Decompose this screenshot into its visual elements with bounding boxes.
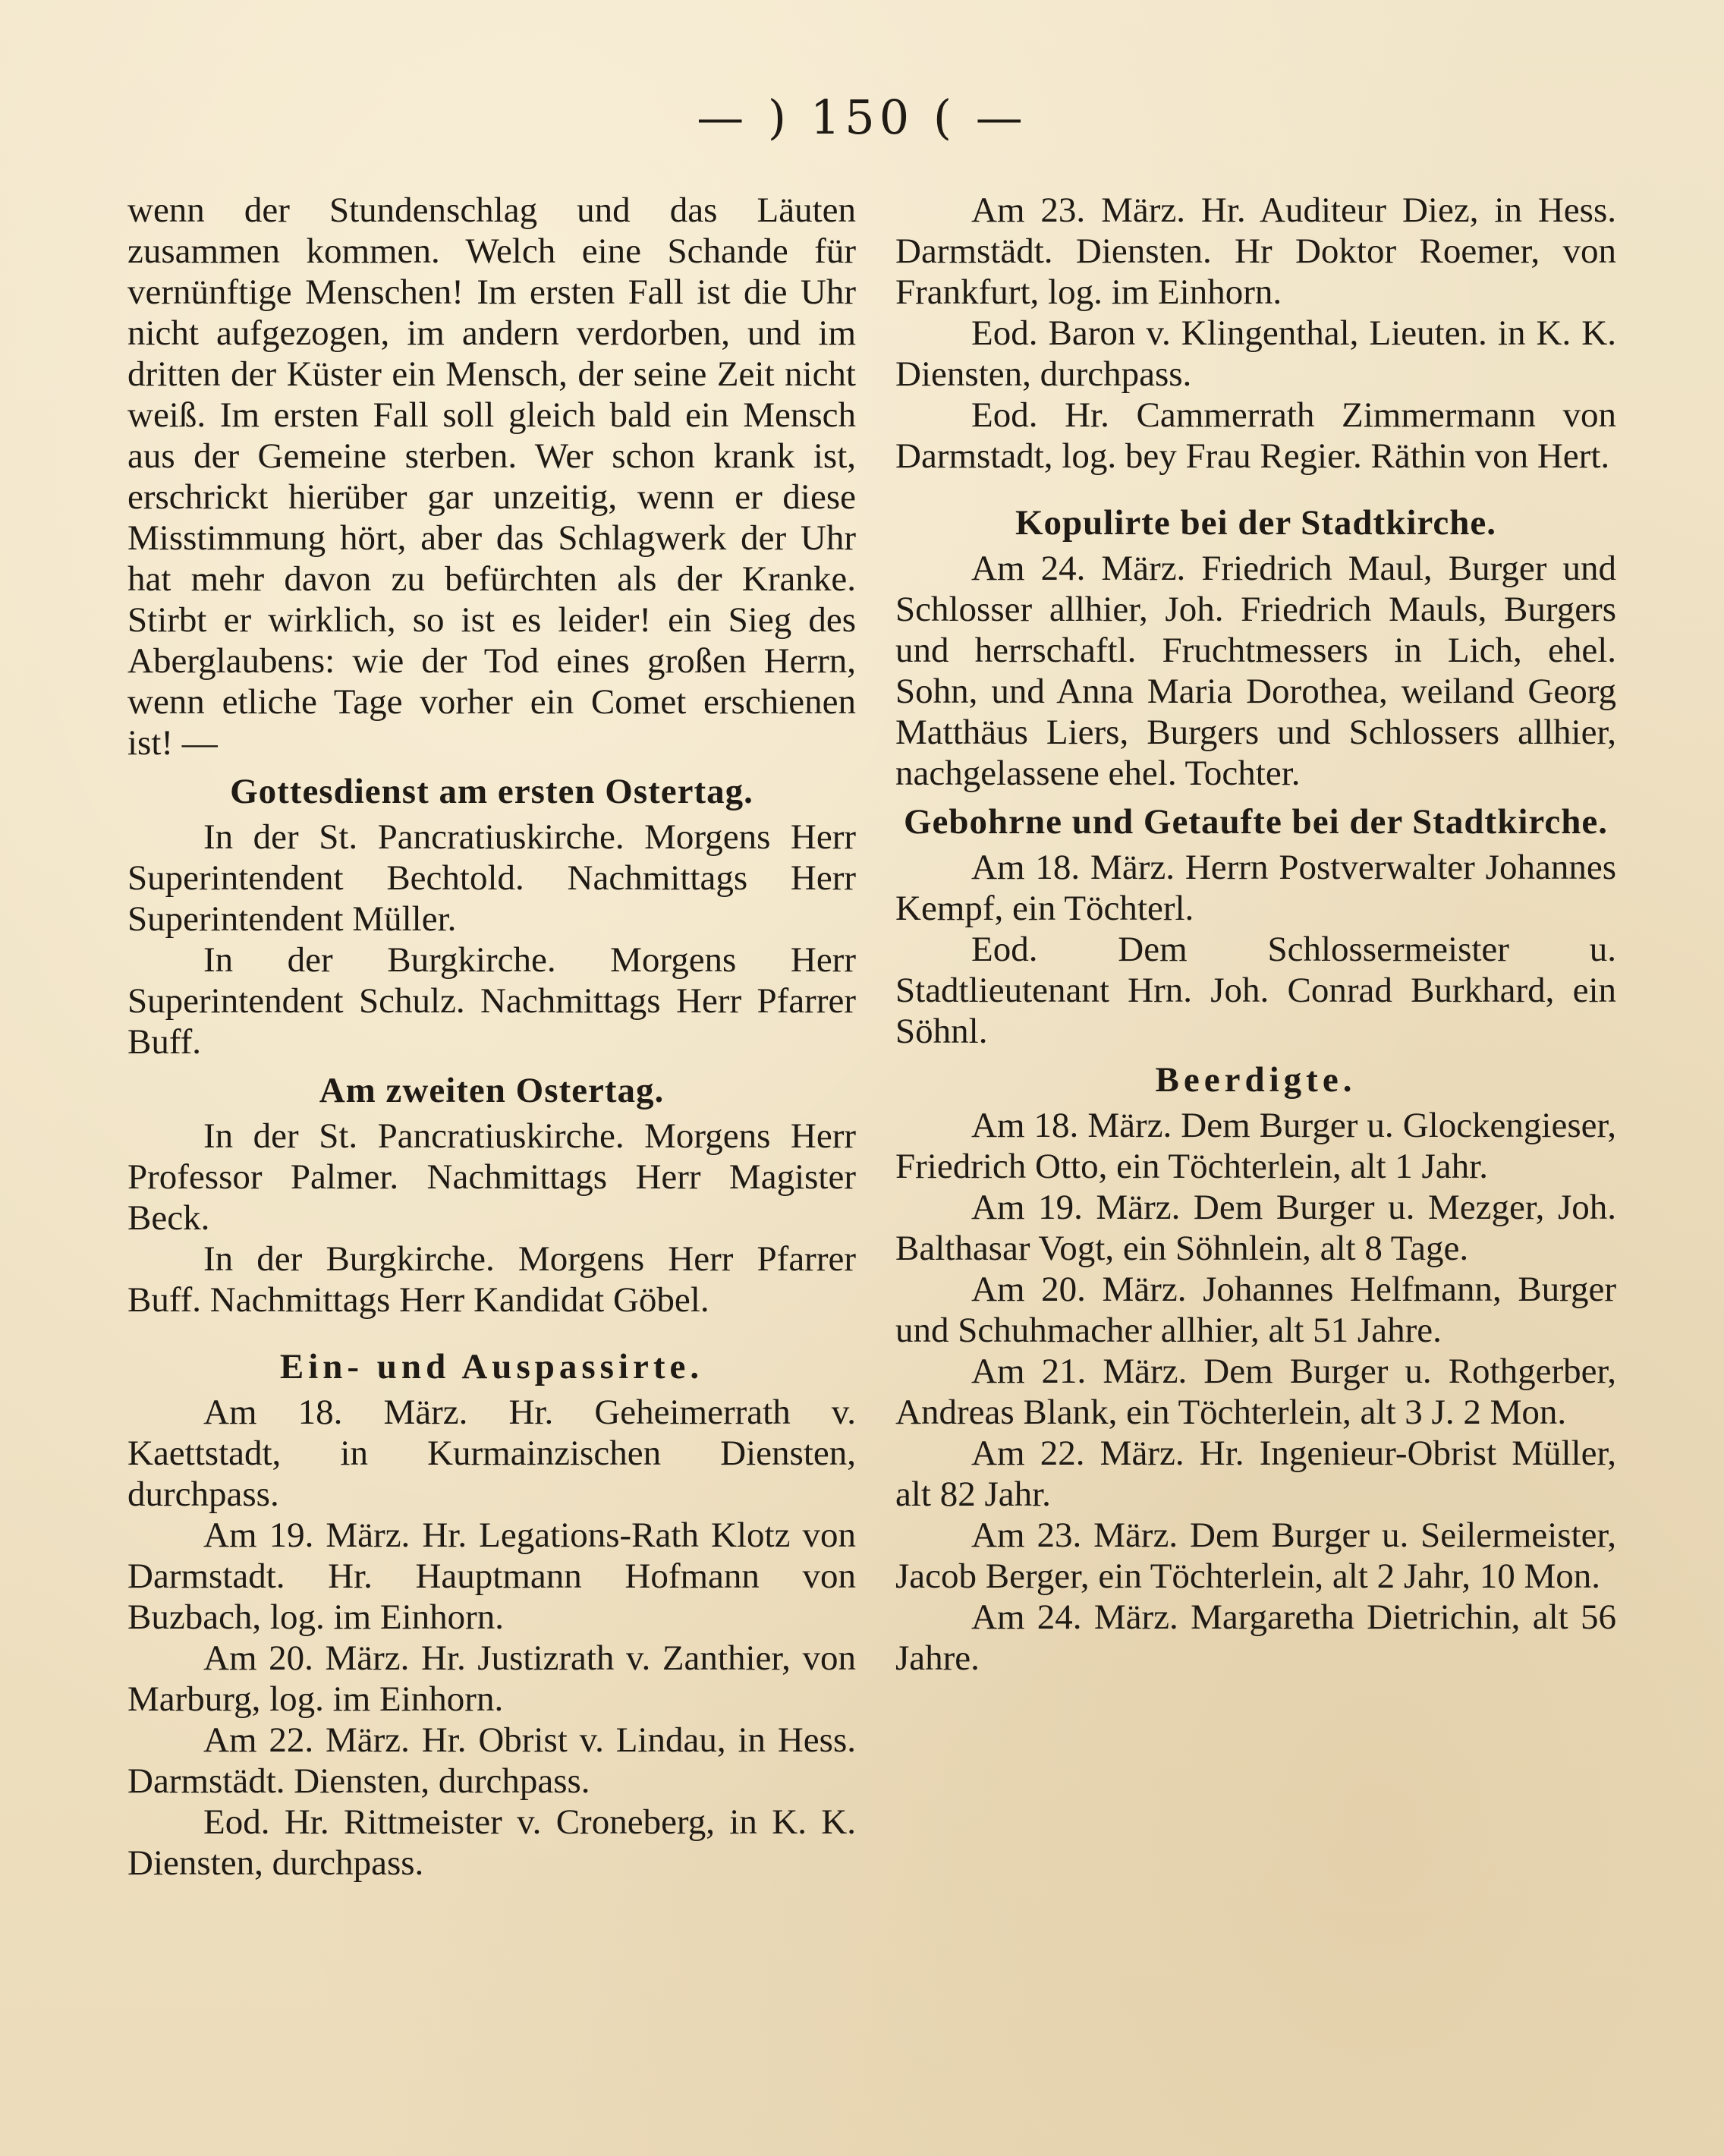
- paragraph: Am 24. März. Margaretha Dietrichin, alt 56 Jahre.: [895, 1597, 1616, 1678]
- paragraph: Am 23. März. Dem Burger u. Seilermeister, Jacob Berger, ein Töchterlein, alt 2 Jahr, 10 Mon.: [895, 1515, 1616, 1596]
- paragraph: Am 18. März. Dem Burger u. Glockengieser, Friedrich Otto, ein Töchterlein, alt 1 Jahr.: [895, 1106, 1616, 1186]
- section-heading: Gottesdienst am ersten Ostertag.: [230, 772, 753, 811]
- section-heading: Ein- und Auspassirte.: [279, 1347, 704, 1386]
- paragraph: Am 22. März. Hr. Obrist v. Lindau, in Hess. Darmstädt. Diensten, durchpass.: [127, 1720, 856, 1801]
- section-heading: Gebohrne und Getaufte bei der Stadtkirche.: [903, 802, 1609, 842]
- paragraph: Am 22. März. Hr. Ingenieur-Obrist Müller, alt 82 Jahr.: [895, 1434, 1616, 1514]
- paragraph: Am 23. März. Hr. Auditeur Diez, in Hess. Darmstädt. Diensten. Hr Doktor Roemer, von Frankfurt, log. im Einhorn.: [895, 190, 1616, 312]
- page-number: — ) 150 ( —: [697, 90, 1027, 145]
- paragraph: In der St. Pancratiuskirche. Morgens Herr Superintendent Bechtold. Nachmittags Herr Superintendent Müller.: [127, 817, 856, 939]
- paragraph: Am 20. März. Hr. Justizrath v. Zanthier, von Marburg, log. im Einhorn.: [127, 1638, 856, 1719]
- left-column: [127, 190, 856, 1884]
- paragraph: In der Burgkirche. Morgens Herr Pfarrer Buff. Nachmittags Herr Kandidat Göbel.: [127, 1239, 856, 1320]
- paragraph: In der St. Pancratiuskirche. Morgens Herr Professor Palmer. Nachmittags Herr Magister Beck.: [127, 1116, 856, 1238]
- paragraph: In der Burgkirche. Morgens Herr Superintendent Schulz. Nachmittags Herr Pfarrer Buff.: [127, 940, 856, 1062]
- paragraph: wenn der Stundenschlag und das Läuten zusammen kommen. Welch eine Schande für vernünftige Menschen! Im ersten Fall ist die Uhr nicht aufgezogen, im andern verdorben, und im dritten der Küster ein Mensch, der seine Zeit nicht weiß. Im ersten Fall soll gleich bald ein Mensch aus der Gemeine sterben. Wer schon krank ist, erschrickt hierüber gar unzeitig, wenn er diese Misstimmung hört, aber das Schlagwerk der Uhr hat mehr davon zu befürchten als der Kranke. Stirbt er wirklich, so ist es leider! ein Sieg des Aberglaubens: wie der Tod eines großen Herrn, wenn etliche Tage vorher ein Comet erschienen ist! —: [127, 190, 856, 763]
- paragraph: Am 21. März. Dem Burger u. Rothgerber, Andreas Blank, ein Töchterlein, alt 3 J. 2 Mon.: [895, 1352, 1616, 1432]
- paragraph: Eod. Hr. Cammerrath Zimmermann von Darmstadt, log. bey Frau Regier. Räthin von Hert.: [895, 395, 1616, 476]
- section-heading: Am zweiten Ostertag.: [319, 1071, 665, 1110]
- paragraph: Eod. Baron v. Klingenthal, Lieuten. in K. K. Diensten, durchpass.: [895, 313, 1616, 394]
- paragraph: Am 19. März. Hr. Legations-Rath Klotz von Darmstadt. Hr. Hauptmann Hofmann von Buzbach, log. im Einhorn.: [127, 1515, 856, 1637]
- paragraph: Am 18. März. Hr. Geheimerrath v. Kaettstadt, in Kurmainzischen Diensten, durchpass.: [127, 1393, 856, 1514]
- paragraph: Am 20. März. Johannes Helfmann, Burger und Schuhmacher allhier, alt 51 Jahre.: [895, 1270, 1616, 1350]
- section-heading: Kopulirte bei der Stadtkirche.: [1015, 503, 1497, 543]
- section-heading: Beerdigte.: [1155, 1060, 1357, 1100]
- paragraph: Am 18. März. Herrn Postverwalter Johannes Kempf, ein Töchterl.: [895, 848, 1616, 928]
- right-column: [895, 190, 1616, 1679]
- paragraph: Am 19. März. Dem Burger u. Mezger, Joh. Balthasar Vogt, ein Söhnlein, alt 8 Tage.: [895, 1188, 1616, 1268]
- paragraph: Eod. Dem Schlossermeister u. Stadtlieutenant Hrn. Joh. Conrad Burkhard, ein Söhnl.: [895, 930, 1616, 1051]
- paragraph: Eod. Hr. Rittmeister v. Croneberg, in K. K. Diensten, durchpass.: [127, 1802, 856, 1883]
- paragraph: Am 24. März. Friedrich Maul, Burger und Schlosser allhier, Joh. Friedrich Mauls, Burgers und herrschaftl. Fruchtmessers in Lich, ehel. Sohn, und Anna Maria Dorothea, weiland Georg Matthäus Liers, Burgers und Schlossers allhier, nachgelassene ehel. Tochter.: [895, 549, 1616, 793]
